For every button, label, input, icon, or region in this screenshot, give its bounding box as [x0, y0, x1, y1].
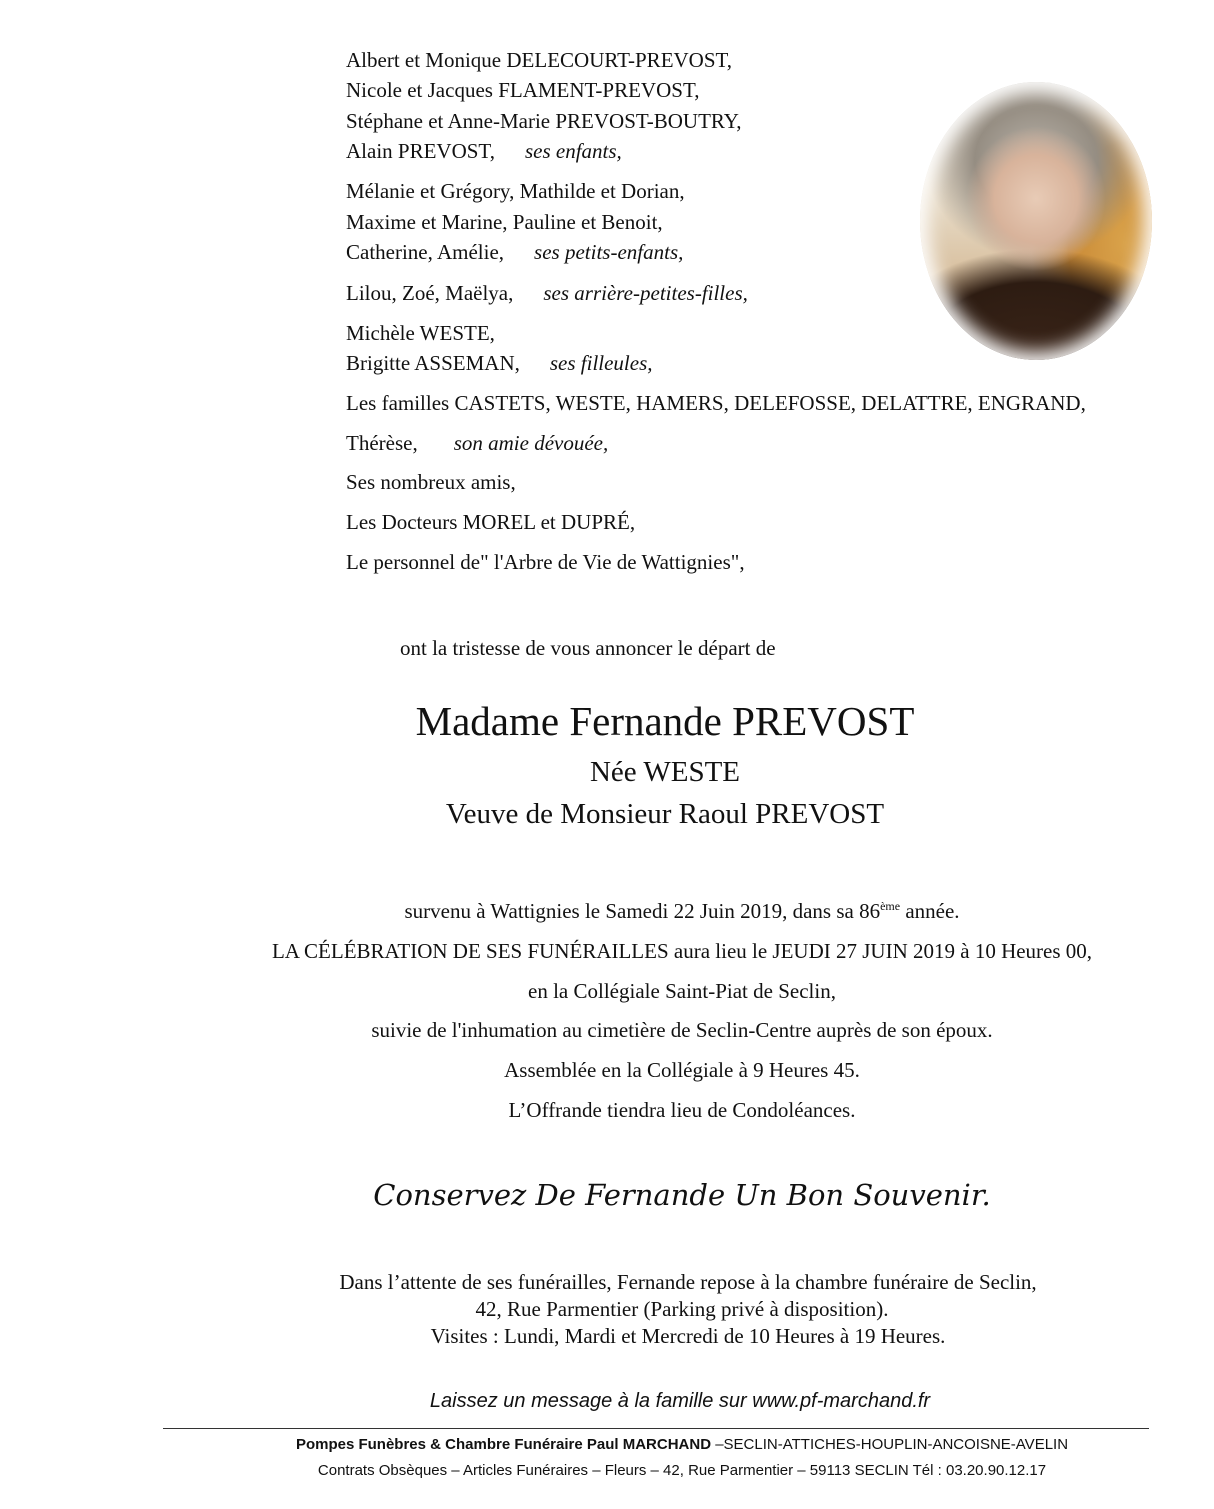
offering-line: L’Offrande tiendra lieu de Condoléances.	[508, 1098, 856, 1122]
visit-line-3: Visites : Lundi, Mardi et Mercredi de 10 Heures à 19 Heures.	[430, 1324, 946, 1348]
visit-line-2: 42, Rue Parmentier (Parking privé à disposition).	[475, 1297, 889, 1321]
widow-line: Veuve de Monsieur Raoul PREVOST	[445, 798, 885, 830]
relation-label: son amie dévouée,	[453, 431, 609, 455]
family-line: Le personnel de" l'Arbre de Vie de Wattignies",	[346, 550, 745, 574]
family-line: Brigitte ASSEMAN, ses filleules,	[346, 351, 653, 375]
relation-label: ses enfants,	[524, 139, 622, 163]
family-line: Lilou, Zoé, Maëlya, ses arrière-petites-filles,	[346, 281, 748, 305]
death-line: survenu à Wattignies le Samedi 22 Juin 2019, dans sa 86ème année.	[404, 899, 960, 923]
relation-label: ses arrière-petites-filles,	[543, 281, 748, 305]
family-line: Thérèse, son amie dévouée,	[346, 431, 609, 455]
family-line: Michèle WESTE,	[346, 321, 495, 345]
celebration-line: LA CÉLÉBRATION DE SES FUNÉRAILLES aura lieu le JEUDI 27 JUIN 2019 à 10 Heures 00,	[271, 939, 1093, 963]
place-line: en la Collégiale Saint-Piat de Seclin,	[528, 979, 836, 1003]
family-line: Nicole et Jacques FLAMENT-PREVOST,	[346, 78, 700, 102]
family-line: Albert et Monique DELECOURT-PREVOST,	[346, 48, 733, 72]
footer-contact-line: Contrats Obsèques – Articles Funéraires – Fleurs – 42, Rue Parmentier – 59113 SECLIN Tél : 03.20.90.12.17	[317, 1462, 1047, 1479]
family-line: Catherine, Amélie, ses petits-enfants,	[346, 240, 684, 264]
footer-company-line	[296, 1436, 1068, 1453]
company-name: Pompes Funèbres & Chambre Funéraire Paul MARCHAND	[295, 1436, 712, 1453]
burial-line: suivie de l'inhumation au cimetière de Seclin-Centre auprès de son époux.	[371, 1018, 993, 1042]
family-line: Maxime et Marine, Pauline et Benoit,	[346, 210, 663, 234]
family-line: Alain PREVOST, ses enfants,	[346, 139, 622, 163]
footer-divider	[163, 1428, 1149, 1429]
relation-label: ses filleules,	[549, 351, 653, 375]
deceased-name: Madame Fernande PREVOST	[415, 698, 915, 744]
family-line: Les Docteurs MOREL et DUPRÉ,	[346, 510, 636, 534]
souvenir-line: Conservez De Fernande Un Bon Souvenir.	[373, 1178, 991, 1212]
family-line: Mélanie et Grégory, Mathilde et Dorian,	[346, 179, 685, 203]
maiden-name: Née WESTE	[589, 756, 741, 788]
assembly-line: Assemblée en la Collégiale à 9 Heures 45.	[504, 1058, 860, 1082]
family-line: Stéphane et Anne-Marie PREVOST-BOUTRY,	[346, 109, 742, 133]
relation-label: ses petits-enfants,	[534, 240, 684, 264]
company-locations: –SECLIN-ATTICHES-HOUPLIN-ANCOISNE-AVELIN	[711, 1436, 1069, 1453]
announcement: ont la tristesse de vous annoncer le départ de	[400, 636, 776, 660]
family-line: Les familles CASTETS, WESTE, HAMERS, DELEFOSSE, DELATTRE, ENGRAND,	[346, 391, 1086, 415]
message-link[interactable]: Laissez un message à la famille sur www.pf-marchand.fr	[429, 1390, 931, 1412]
family-line: Ses nombreux amis,	[346, 470, 516, 494]
visit-line-1: Dans l’attente de ses funérailles, Fernande repose à la chambre funéraire de Seclin,	[339, 1270, 1037, 1294]
portrait-photo	[920, 82, 1152, 360]
